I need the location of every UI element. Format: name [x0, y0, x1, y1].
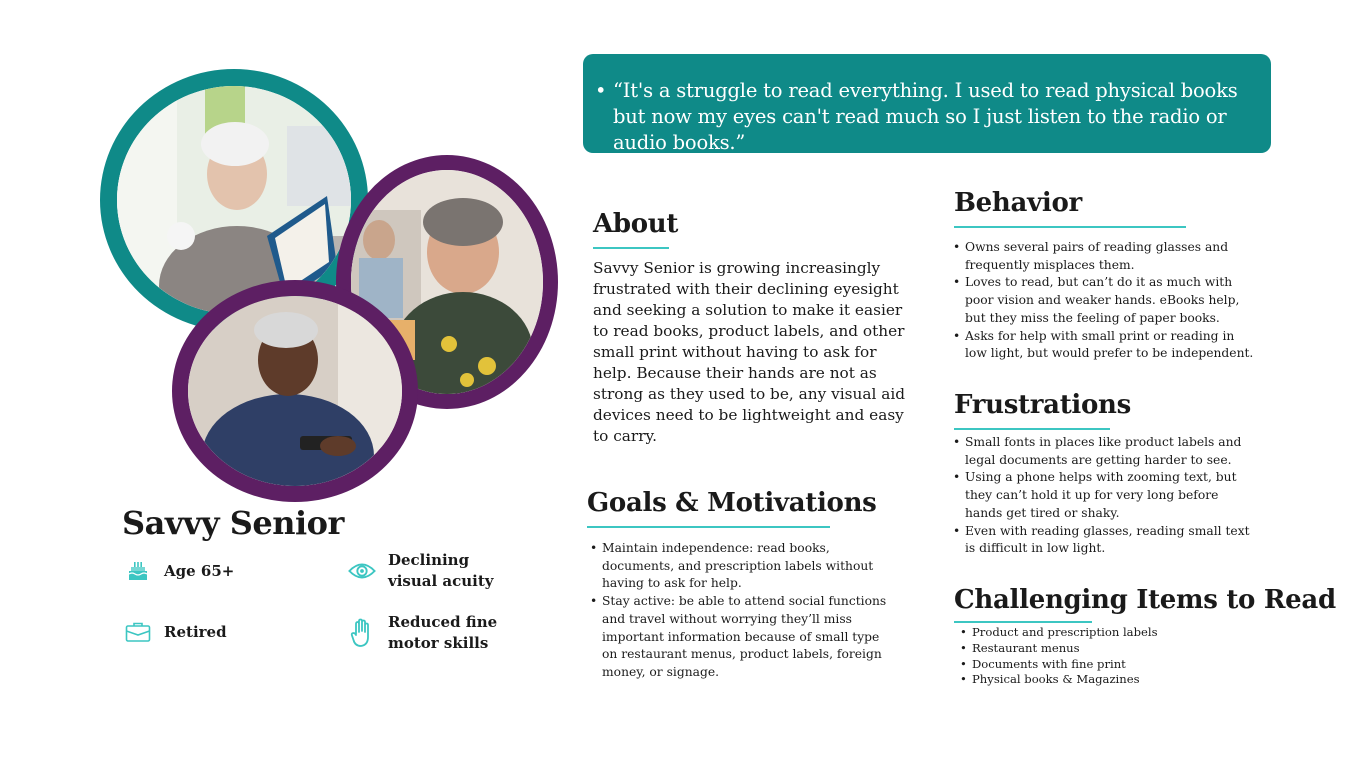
hand-icon: [348, 619, 376, 647]
goals-underline: [587, 526, 830, 528]
behavior-heading: Behavior: [954, 188, 1082, 218]
frustrations-heading: Frustrations: [954, 390, 1131, 420]
frustrations-list: [953, 434, 1258, 558]
list-item: • Product and prescription labels: [960, 625, 1260, 641]
man-using-tablet-photo: [172, 280, 418, 502]
behavior-list: [953, 239, 1258, 363]
about-heading: About: [593, 209, 679, 239]
about-body: Savvy Senior is growing increasingly frustrated with their declining eyesight and seeking a solution to make it easier to read books, product labels, and other small print without having to ask for help. Because their hands are not as strong as they used to be, any visual aid devices need to be lightweight and easy to carry.: [593, 259, 906, 445]
list-item: • Restaurant menus: [960, 641, 1260, 657]
list-item: • Documents with fine print: [960, 657, 1260, 673]
list-item: • Loves to read, but can’t do it as much with poor vision and weaker hands. eBooks help, but they miss the feeling of paper books.: [953, 274, 1258, 327]
birthday-cake-icon: [124, 557, 152, 585]
attribute-motor: [348, 612, 498, 654]
challenging-list: [960, 625, 1260, 688]
list-item: • Maintain independence: read books, documents, and prescription labels without having to ask for help.: [590, 540, 896, 593]
frustrations-underline: [954, 428, 1110, 430]
challenging-underline: [954, 621, 1092, 623]
attribute-vision-label: Declining visual acuity: [388, 551, 494, 590]
about-underline: [593, 247, 669, 249]
goals-list: [590, 540, 896, 682]
quote-text: • “It's a struggle to read everything. I used to read physical books but now my eyes can't read much so I just listen to the radio or audio books.”: [613, 78, 1251, 156]
persona-quote: [583, 54, 1271, 153]
attribute-age-label: Age 65+: [164, 561, 235, 580]
list-item: • Small fonts in places like product labels and legal documents are getting harder to see.: [953, 434, 1258, 469]
behavior-underline: [954, 226, 1186, 228]
list-item: • Using a phone helps with zooming text, but they can’t hold it up for very long before hands get tired or shaky.: [953, 469, 1258, 522]
list-item: • Physical books & Magazines: [960, 672, 1260, 688]
goals-heading: Goals & Motivations: [587, 488, 877, 518]
attribute-employment: [124, 618, 227, 646]
list-item: • Stay active: be able to attend social functions and travel without worrying they’ll miss important information because of small type on restaurant menus, product labels, foreign money, or signage.: [590, 593, 896, 682]
quote-list: [613, 78, 1251, 156]
briefcase-icon: [124, 618, 152, 646]
list-item: • Even with reading glasses, reading small text is difficult in low light.: [953, 523, 1258, 558]
attribute-employment-label: Retired: [164, 622, 227, 641]
persona-name: Savvy Senior: [122, 504, 344, 542]
attribute-motor-label: Reduced fine motor skills: [388, 613, 498, 652]
attribute-vision: [348, 550, 498, 592]
list-item: • Owns several pairs of reading glasses and frequently misplaces them.: [953, 239, 1258, 274]
persona-photo-collage: [96, 66, 566, 506]
list-item: • Asks for help with small print or reading in low light, but would prefer to be independent.: [953, 328, 1258, 363]
challenging-heading: Challenging Items to Read: [954, 585, 1336, 615]
attribute-age: [124, 557, 234, 585]
eye-icon: [348, 557, 376, 585]
